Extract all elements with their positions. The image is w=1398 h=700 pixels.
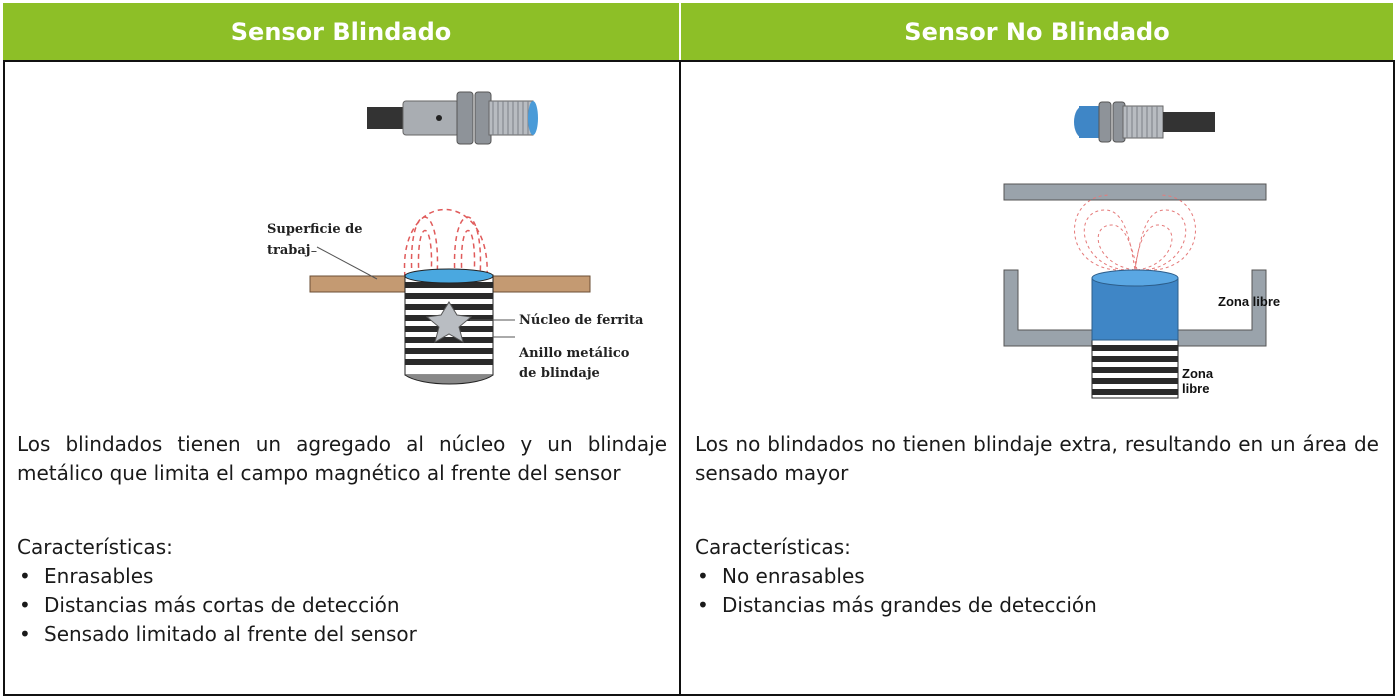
- bullet-icon: •: [19, 564, 31, 588]
- label-work-surface-2: trabaj₋: [267, 243, 318, 258]
- magnetic-field-lines: [1074, 195, 1195, 270]
- column-divider: [679, 60, 681, 696]
- feature-text: Distancias más grandes de detección: [722, 593, 1097, 617]
- shielded-features-list: [17, 562, 667, 649]
- bullet-icon: •: [19, 622, 31, 646]
- sensor-face: [1092, 278, 1178, 340]
- list-item: [695, 591, 1379, 620]
- shielded-features-title: Características:: [17, 535, 173, 559]
- unshielded-features-title: Características:: [695, 535, 851, 559]
- list-item: [695, 562, 1379, 591]
- unshielded-features-list: [695, 562, 1379, 620]
- unshielded-cell: [695, 62, 1379, 692]
- shielded-sensor-diagram: [257, 187, 657, 387]
- unshielded-sensor-photo: [1065, 82, 1225, 162]
- unshielded-description: Los no blindados no tienen blindaje extra, resultando en un área de sensado mayor: [695, 432, 1379, 485]
- bullet-icon: •: [697, 593, 709, 617]
- feature-text: No enrasables: [722, 564, 865, 588]
- list-item: [17, 562, 667, 591]
- unshielded-sensor-diagram: [1000, 180, 1300, 405]
- work-surface: [310, 276, 405, 292]
- list-item: [17, 620, 667, 649]
- comparison-table: [3, 3, 1393, 695]
- bullet-icon: •: [19, 593, 31, 617]
- magnetic-field-lines: [405, 210, 488, 278]
- label-shield-ring-2: de blindaje: [519, 366, 600, 381]
- feature-text: Sensado limitado al frente del sensor: [44, 622, 417, 646]
- shielded-sensor-photo: [367, 87, 547, 162]
- shielded-cell: [17, 62, 667, 692]
- label-free-zone-top: Zona libre: [1218, 294, 1281, 309]
- bullet-icon: •: [697, 564, 709, 588]
- header-shielded-sensor: Sensor Blindado: [3, 3, 679, 60]
- list-item: [17, 591, 667, 620]
- metal-plate-top: [1004, 184, 1266, 200]
- shielded-description: Los blindados tienen un agregado al núcleo y un blindaje metálico que limita el campo magnético al frente del sensor: [17, 432, 667, 485]
- header-unshielded-sensor: Sensor No Blindado: [681, 3, 1393, 60]
- label-ferrite-core: Núcleo de ferrita: [519, 313, 644, 328]
- feature-text: Distancias más cortas de detección: [44, 593, 400, 617]
- label-free-zone-side-2: libre: [1182, 381, 1210, 396]
- label-free-zone-side-1: Zona: [1182, 366, 1214, 381]
- metal-channel-left: [1004, 270, 1098, 346]
- feature-text: Enrasables: [44, 564, 154, 588]
- label-work-surface-1: Superficie de: [267, 222, 363, 237]
- label-shield-ring-1: Anillo metálico: [519, 346, 630, 361]
